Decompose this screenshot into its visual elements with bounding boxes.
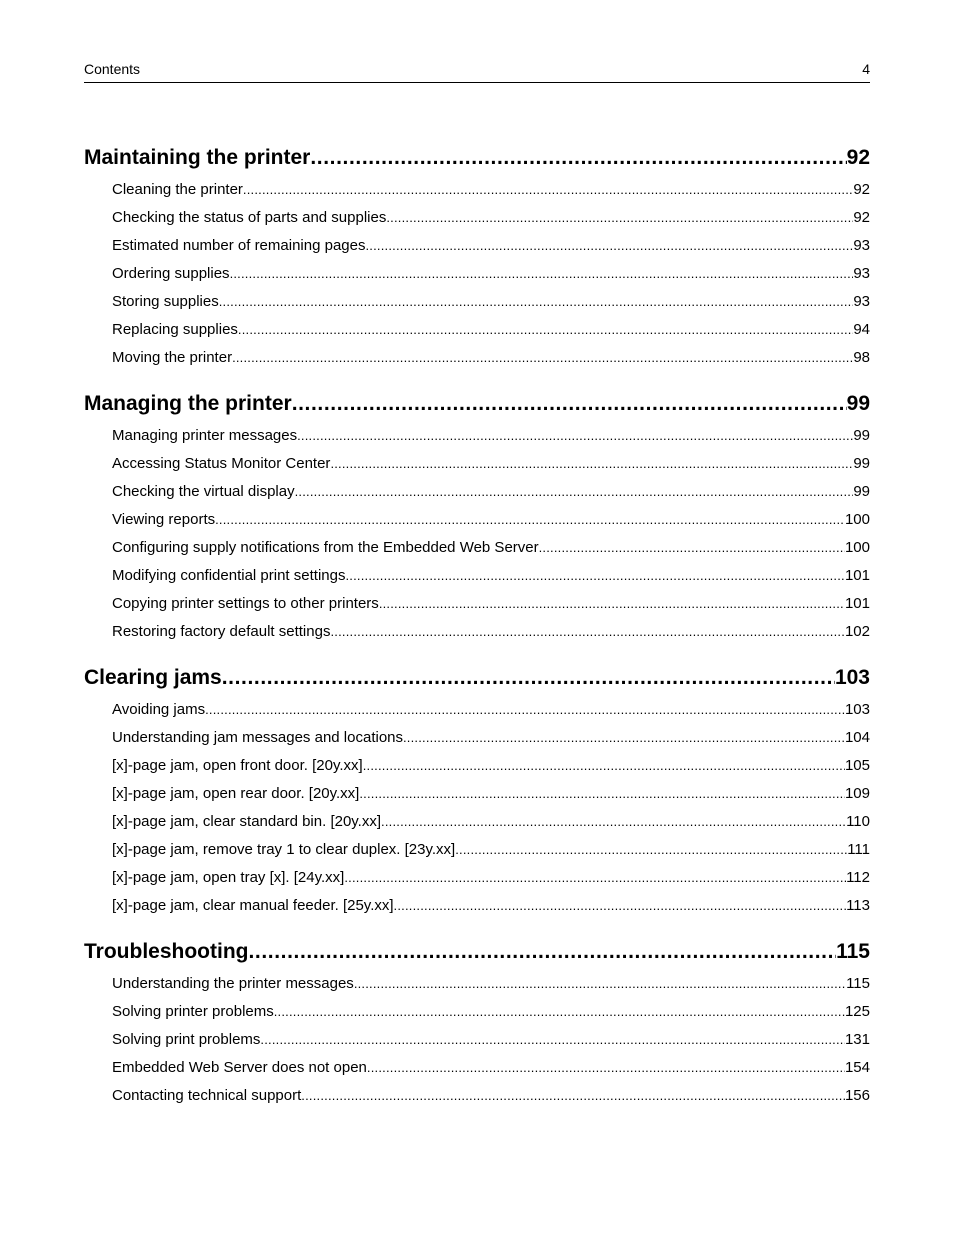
dot-leader	[295, 478, 854, 506]
entry-title: Solving printer problems	[112, 1003, 274, 1020]
dot-leader	[344, 864, 846, 892]
toc-section	[84, 934, 870, 1110]
toc-entry-link[interactable]	[84, 232, 870, 260]
entry-page-number: 99	[853, 427, 870, 444]
toc-chapter-link[interactable]	[84, 140, 870, 176]
dot-leader	[274, 998, 845, 1026]
dot-leader	[455, 836, 847, 864]
toc-section	[84, 140, 870, 372]
entry-title: Restoring factory default settings	[112, 623, 331, 640]
toc-entry-link[interactable]	[84, 998, 870, 1026]
entry-title: Checking the status of parts and supplies	[112, 209, 387, 226]
entry-title: [x]‑page jam, clear standard bin. [20y.xx]	[112, 813, 382, 830]
toc-entry-link[interactable]	[84, 780, 870, 808]
chapter-page-number: 99	[846, 392, 870, 415]
entry-title: Viewing reports	[112, 511, 216, 528]
entry-page-number: 98	[853, 349, 870, 366]
dot-leader	[205, 696, 845, 724]
header-title: Contents	[84, 61, 141, 77]
entry-page-number: 131	[844, 1031, 870, 1048]
toc-entry-link[interactable]	[84, 260, 870, 288]
entry-title: Storing supplies	[112, 293, 219, 310]
toc-entry-link[interactable]	[84, 288, 870, 316]
dot-leader	[238, 316, 853, 344]
entry-title: Solving print problems	[112, 1031, 261, 1048]
header-page-number: 4	[862, 61, 870, 77]
dot-leader	[367, 1054, 845, 1082]
entry-title: Avoiding jams	[112, 701, 206, 718]
toc-section	[84, 660, 870, 920]
dot-leader	[365, 232, 853, 260]
entry-title: Ordering supplies	[112, 265, 230, 282]
dot-leader	[248, 934, 836, 970]
entry-title: Accessing Status Monitor Center	[112, 455, 331, 472]
toc-entry-link[interactable]	[84, 618, 870, 646]
toc-entry-link[interactable]	[84, 506, 870, 534]
dot-leader	[403, 724, 845, 752]
entry-page-number: 93	[853, 293, 870, 310]
entry-title: Copying printer settings to other printers	[112, 595, 379, 612]
entry-title: [x]‑page jam, open rear door. [20y.xx]	[112, 785, 360, 802]
entry-title: Modifying confidential print settings	[112, 567, 346, 584]
entry-page-number: 105	[844, 757, 870, 774]
chapter-title: Clearing jams	[84, 666, 222, 689]
toc-chapter-link[interactable]	[84, 934, 870, 970]
dot-leader	[354, 970, 846, 998]
dot-leader	[230, 260, 854, 288]
dot-leader	[379, 590, 845, 618]
entry-page-number: 99	[853, 455, 870, 472]
entry-page-number: 156	[844, 1087, 870, 1104]
dot-leader	[386, 204, 853, 232]
dot-leader	[330, 450, 853, 478]
toc-entry-link[interactable]	[84, 1082, 870, 1110]
chapter-page-number: 115	[836, 940, 870, 963]
toc-entry-link[interactable]	[84, 176, 870, 204]
entry-page-number: 99	[853, 483, 870, 500]
entry-page-number: 104	[844, 729, 870, 746]
toc-entry-link[interactable]	[84, 752, 870, 780]
entry-title: [x]‑page jam, open front door. [20y.xx]	[112, 757, 363, 774]
dot-leader	[359, 780, 845, 808]
toc-entry-link[interactable]	[84, 422, 870, 450]
dot-leader	[232, 344, 853, 372]
toc-entry-link[interactable]	[84, 1054, 870, 1082]
dot-leader	[243, 176, 853, 204]
dot-leader	[301, 1082, 845, 1110]
toc-chapter-link[interactable]	[84, 386, 870, 422]
entry-title: [x]‑page jam, clear manual feeder. [25y.xx]	[112, 897, 394, 914]
entry-page-number: 115	[846, 975, 870, 992]
toc-entry-link[interactable]	[84, 534, 870, 562]
toc-section	[84, 386, 870, 646]
toc-entry-link[interactable]	[84, 808, 870, 836]
page-header	[84, 60, 870, 83]
entry-page-number: 103	[844, 701, 870, 718]
entry-page-number: 100	[844, 511, 870, 528]
entry-page-number: 111	[847, 841, 870, 858]
entry-page-number: 102	[844, 623, 870, 640]
entry-title: Contacting technical support	[112, 1087, 302, 1104]
entry-page-number: 109	[844, 785, 870, 802]
entry-page-number: 94	[853, 321, 870, 338]
toc-chapter-link[interactable]	[84, 660, 870, 696]
entry-page-number: 113	[846, 897, 870, 914]
toc-entry-link[interactable]	[84, 892, 870, 920]
chapter-page-number: 92	[846, 146, 870, 169]
toc-entry-link[interactable]	[84, 864, 870, 892]
entry-page-number: 154	[844, 1059, 870, 1076]
entry-title: Understanding the printer messages	[112, 975, 354, 992]
entry-title: Replacing supplies	[112, 321, 238, 338]
entry-page-number: 112	[846, 869, 870, 886]
entry-page-number: 110	[846, 813, 870, 830]
entry-title: Checking the virtual display	[112, 483, 295, 500]
entry-page-number: 101	[844, 567, 870, 584]
entry-page-number: 93	[853, 237, 870, 254]
dot-leader	[330, 618, 845, 646]
entry-title: Configuring supply notifications from the Embedded Web Server	[112, 539, 539, 556]
entry-page-number: 92	[853, 181, 870, 198]
toc-entry-link[interactable]	[84, 970, 870, 998]
toc-entry-link[interactable]	[84, 204, 870, 232]
toc-entry-link[interactable]	[84, 450, 870, 478]
dot-leader	[539, 534, 845, 562]
dot-leader	[381, 808, 846, 836]
dot-leader	[260, 1026, 845, 1054]
entry-title: Moving the printer	[112, 349, 233, 366]
toc-entry-link[interactable]	[84, 836, 870, 864]
entry-title: [x]‑page jam, remove tray 1 to clear duplex. [23y.xx]	[112, 841, 456, 858]
dot-leader	[222, 660, 835, 696]
toc-entry-link[interactable]	[84, 724, 870, 752]
toc-entry-link[interactable]	[84, 478, 870, 506]
dot-leader	[345, 562, 845, 590]
dot-leader	[219, 288, 854, 316]
toc-entry-link[interactable]	[84, 1026, 870, 1054]
chapter-page-number: 103	[834, 666, 870, 689]
entry-page-number: 101	[844, 595, 870, 612]
toc-entry-link[interactable]	[84, 344, 870, 372]
chapter-title: Maintaining the printer	[84, 146, 311, 169]
entry-title: [x]‑page jam, open tray [x]. [24y.xx]	[112, 869, 345, 886]
table-of-contents	[84, 140, 870, 1124]
entry-page-number: 100	[844, 539, 870, 556]
dot-leader	[310, 140, 846, 176]
toc-entry-link[interactable]	[84, 590, 870, 618]
chapter-title: Managing the printer	[84, 392, 292, 415]
entry-title: Managing printer messages	[112, 427, 298, 444]
dot-leader	[292, 386, 847, 422]
toc-entry-link[interactable]	[84, 696, 870, 724]
entry-title: Estimated number of remaining pages	[112, 237, 366, 254]
entry-page-number: 93	[853, 265, 870, 282]
toc-entry-link[interactable]	[84, 562, 870, 590]
dot-leader	[394, 892, 847, 920]
chapter-title: Troubleshooting	[84, 940, 249, 963]
dot-leader	[297, 422, 853, 450]
toc-entry-link[interactable]	[84, 316, 870, 344]
entry-title: Embedded Web Server does not open	[112, 1059, 367, 1076]
entry-page-number: 125	[844, 1003, 870, 1020]
entry-page-number: 92	[853, 209, 870, 226]
entry-title: Cleaning the printer	[112, 181, 243, 198]
entry-title: Understanding jam messages and locations	[112, 729, 403, 746]
dot-leader	[363, 752, 845, 780]
dot-leader	[215, 506, 845, 534]
